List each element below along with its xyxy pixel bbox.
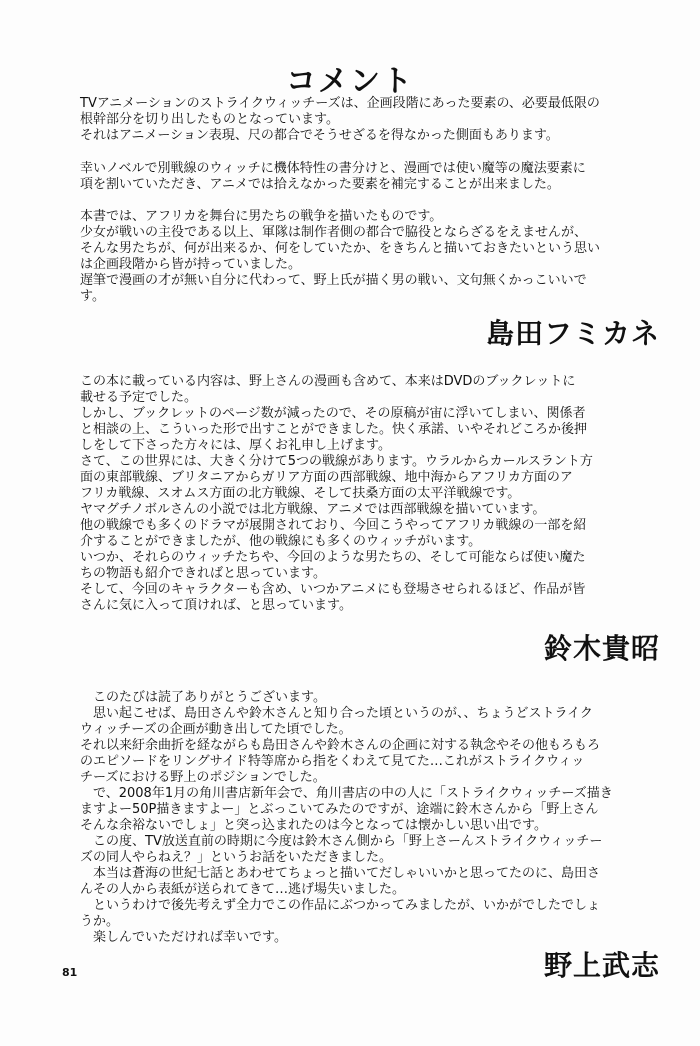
text-line: そんな男たちが、何が出来るか、何をしていたか、をきちんと描いておきたいという思い <box>80 241 601 256</box>
text-line: それはアニメーション表現、尺の都合でそうせざるを得なかった側面もあります。 <box>80 128 559 143</box>
text-line: というわけで後先考えず全力でこの作品にぶつかってみましたが、いかがでしたでしょ <box>80 898 601 913</box>
text-line: 本当は蒼海の世紀七話とあわせてちょっと描いてだしゃいいかと思ってたのに、島田さ <box>80 866 601 881</box>
text-line: と相談の上、こういった形で出すことができました。快く承諾、いやそれどころか後押 <box>80 422 588 437</box>
text-line: ズの同人やらねえ？」というお話をいただきました。 <box>80 850 393 865</box>
text-line: チーズにおける野上のポジションでした。 <box>80 770 326 785</box>
comment-paragraph-1 <box>80 96 660 144</box>
text-line: ちの物語も紹介できればと思っています。 <box>80 566 326 581</box>
text-line: 項を割いていただき、アニメでは拾えなかった要素を補完することが出来ました。 <box>80 177 560 192</box>
page-title: コメント <box>286 64 414 99</box>
text-line: 思い起こせば、島田さんや鈴木さんと知り合った頃というのが、、ちょうどストライク <box>80 706 593 721</box>
text-line: この度、TV放送直前の時期に今度は鈴木さん側から「野上さーんストライクウィッチー <box>80 834 603 849</box>
text-line: 載せる予定でした。 <box>80 390 198 405</box>
text-line: そんな余裕ないでしょ」と突っ込まれたのは今となっては懐かしい思い出です。 <box>80 818 547 833</box>
text-line: いつか、それらのウィッチたちや、今回のような男たちの、そして可能ならば使い魔た <box>80 550 586 565</box>
comment-paragraph-4 <box>80 374 660 614</box>
text-line: この本に載っている内容は、野上さんの漫画も含めて、本来はDVDのブックレットに <box>80 374 576 389</box>
page-number: 81 <box>62 966 78 979</box>
signature-nogami: 野上武志 <box>543 949 660 982</box>
text-line: それ以来紆余曲折を経ながらも島田さんや鈴木さんの企画に対する執念やその他もろもろ <box>80 738 601 753</box>
text-line: 幸いノベルで別戦線のウィッチに機体特性の書分けと、漫画では使い魔等の魔法要素に <box>80 161 586 176</box>
comment-paragraph-2 <box>80 161 660 193</box>
text-line: しかし、ブックレットのページ数が減ったので、その原稿が宙に浮いてしまい、関係者 <box>80 406 586 421</box>
text-line: しをして下さった方々には、厚くお礼申し上げます。 <box>80 438 391 453</box>
signature-shimada: 島田フミカネ <box>485 317 660 350</box>
text-line: ウィッチーズの企画が動き出してた頃でした。 <box>80 722 352 737</box>
text-line: さんに気に入って頂ければ、と思っています。 <box>80 598 352 613</box>
text-line: このたびは読了ありがとうございます。 <box>80 690 326 705</box>
text-line: さて、この世界には、大きく分けて5つの戦線があります。ウラルからカールスラント方 <box>80 454 593 469</box>
text-line: で、2008年1月の角川書店新年会で、角川書店の中の人に「ストライクウィッチーズ描き <box>80 786 613 801</box>
text-line: のエピソードをリングサイド特等席から指をくわえて見てた…これがストライクウィッ <box>80 754 585 769</box>
text-line: 面の東部戦線、ブリタニアからガリア方面の西部戦線、地中海からアフリカ方面のア <box>80 470 573 485</box>
text-line: フリカ戦線、スオムス方面の北方戦線、そして扶桑方面の太平洋戦線です。 <box>80 486 521 501</box>
text-line: そして、今回のキャラクターも含め、いつかアニメにも登場させられるほど、作品が皆 <box>80 582 586 597</box>
text-line: 根幹部分を切り出したものとなっています。 <box>80 112 339 127</box>
text-line: は企画段階から皆が持っていました。 <box>80 257 302 272</box>
text-line: 他の戦線でも多くのドラマが展開されており、今回こうやってアフリカ戦線の一部を紹 <box>80 518 587 533</box>
comment-paragraph-5 <box>80 690 660 946</box>
text-line: 少女が戦いの主役である以上、軍隊は制作者側の都合で脇役とならざるをえませんが、 <box>80 225 588 240</box>
comment-paragraph-3 <box>80 209 660 305</box>
text-line: ますよー50P描きますよー」とぶっこいてみたのですが、途端に鈴木さんから「野上さん <box>80 802 599 817</box>
signature-suzuki: 鈴木貴昭 <box>543 632 660 665</box>
text-line: 本書では、アフリカを舞台に男たちの戦争を描いたものです。 <box>80 209 443 224</box>
text-line: 介することができましたが、他の戦線にも多くのウィッチがいます。 <box>80 534 482 549</box>
text-line: んその人から表紙が送られてきて…逃げ場失いました。 <box>80 882 406 897</box>
text-line: す。 <box>80 289 105 304</box>
text-line: ヤマグチノボルさんの小説では北方戦線、アニメでは西部戦線を描いています。 <box>80 502 546 517</box>
text-line: 遅筆で漫画の才が無い自分に代わって、野上氏が描く男の戦い、文句無くかっこいいで <box>80 273 587 288</box>
text-line: 楽しんでいただければ幸いです。 <box>80 930 287 945</box>
text-line: TVアニメーションのストライクウィッチーズは、企画段階にあった要素の、必要最低限の <box>80 96 600 111</box>
text-line: うか。 <box>80 914 120 929</box>
